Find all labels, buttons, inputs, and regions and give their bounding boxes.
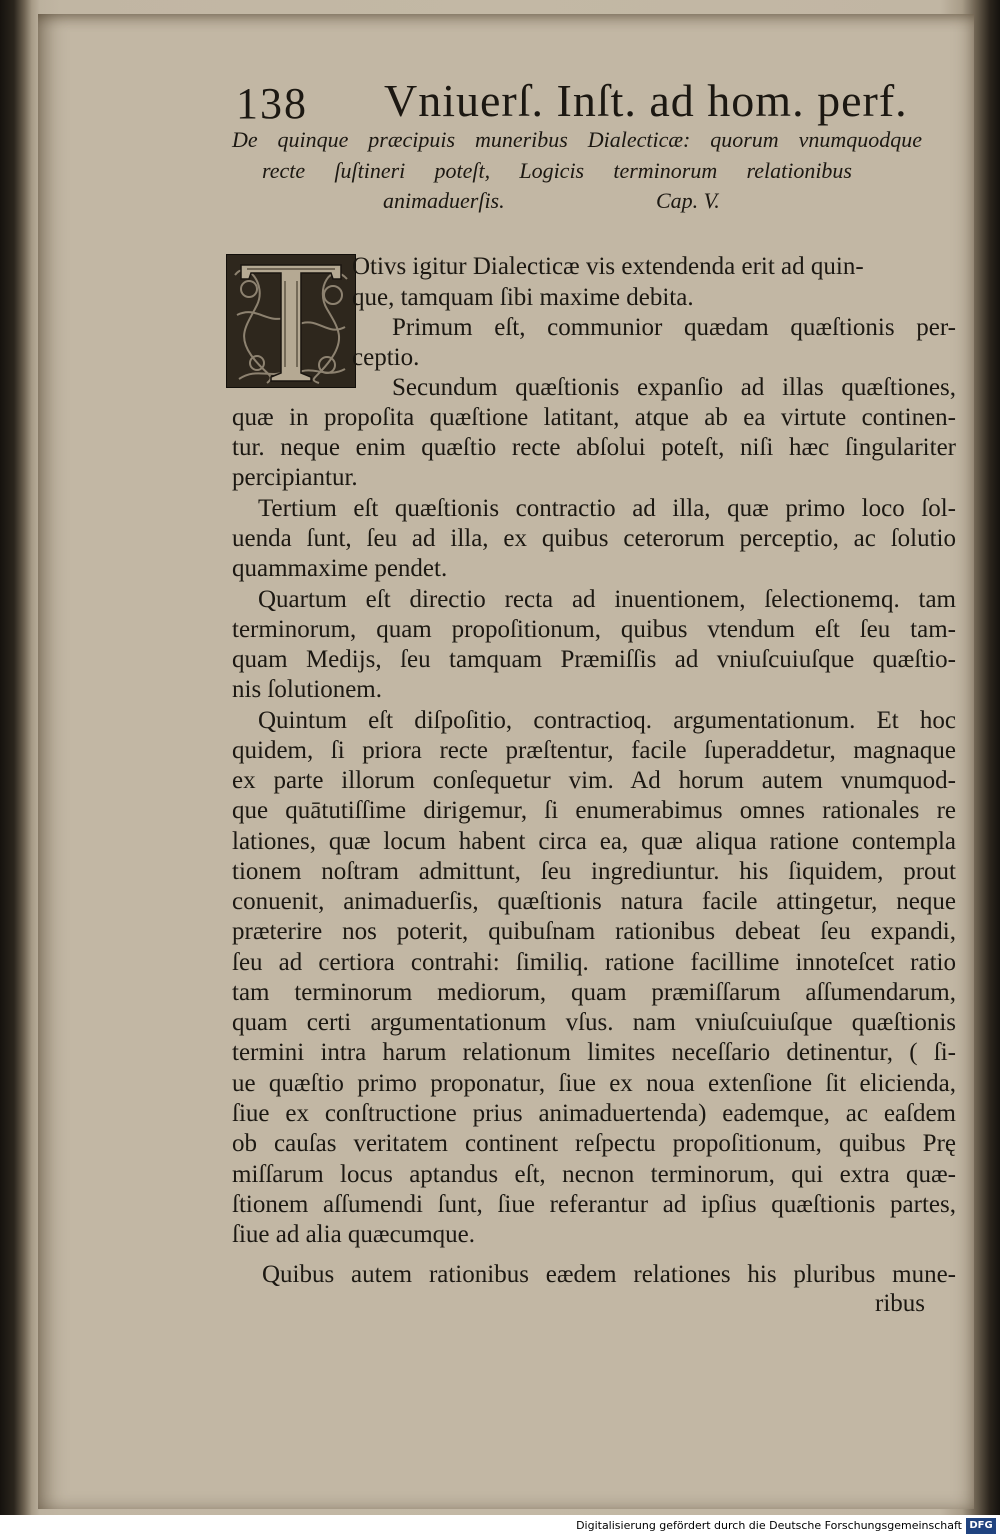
- body-line: Otivs igitur Dialecticæ vis extendenda erit ad quin-: [352, 253, 864, 280]
- decorated-initial-graphic: [227, 255, 355, 387]
- body-line: quidem, ſi priora recte præſtentur, facile ſuperaddetur, magnaque: [232, 737, 956, 764]
- chapter-title-line-1: De quinque præcipuis muneribus Dialecticæ: quorum vnumquodque: [232, 127, 922, 152]
- chapter-title-line-2: recte ſuſtineri poteſt, Logicis terminorum relationibus: [262, 158, 852, 183]
- body-line: ſtionem aſſumendi ſunt, ſiue referantur ad ipſius quæſtionis partes,: [232, 1191, 956, 1218]
- body-line: terminorum, quam propoſitionum, quibus vtendum eſt ſeu tam-: [232, 616, 956, 643]
- body-line: que quātutiſſime dirigemur, ſi enumerabimus omnes rationales re: [232, 797, 956, 824]
- body-line: præterire nos poterit, quibuſnam rationibus debeat ſeu expandi,: [232, 918, 956, 945]
- body-line: lationes, quæ locum habent circa ea, quæ aliqua ratione contempla: [232, 828, 956, 855]
- body-line: tionem noſtram admittunt, ſeu ingrediuntur. his ſiquidem, prout: [232, 858, 956, 885]
- chapter-title-line-3: animaduerſis.: [383, 188, 505, 213]
- catchword: ribus: [875, 1290, 925, 1317]
- digitization-credit: Digitalisierung gefördert durch die Deutsche Forschungsgemeinschaft: [576, 1519, 962, 1532]
- body-line: ſeu ad certiora contrahi: ſimiliq. ratione facillime innoteſcet ratio: [232, 949, 956, 976]
- body-line: Secundum quæſtionis expanſio ad illas quæſtiones,: [392, 374, 956, 401]
- chapter-number: Cap. V.: [656, 188, 720, 213]
- body-line: ſiue ex conſtructione prius animaduertenda) eademque, ac eaſdem: [232, 1100, 956, 1127]
- running-title: Vniuerſ. Inſt. ad hom. perf.: [384, 75, 908, 126]
- body-line: ex parte illorum conſequetur vim. Ad horum autem vnumquod-: [232, 767, 956, 794]
- body-line: ceptio.: [352, 344, 420, 371]
- dfg-logo: DFG: [966, 1518, 996, 1534]
- body-line: ſiue ad alia quæcumque.: [232, 1221, 475, 1248]
- footer-bar: [0, 1515, 1000, 1538]
- body-line: Quartum eſt directio recta ad inuentionem, ſelectionemq. tam: [258, 586, 956, 613]
- body-line: quammaxime pendet.: [232, 555, 448, 582]
- body-line: tam terminorum mediorum, quam præmiſſarum aſſumendarum,: [232, 979, 956, 1006]
- body-line: Tertium eſt quæſtionis contractio ad illa, quæ primo loco ſol-: [258, 495, 956, 522]
- page-number: 138: [236, 79, 308, 128]
- body-line: percipiantur.: [232, 464, 358, 491]
- body-line: quam Medijs, ſeu tamquam Præmiſſis ad vniuſcuiuſque quæſtio-: [232, 646, 956, 673]
- decorated-initial-t: [226, 254, 356, 388]
- body-line: nis ſolutionem.: [232, 676, 382, 703]
- body-line: conuenit, animaduerſis, quæſtionis natura facile attingetur, neque: [232, 888, 956, 915]
- body-line: quæ in propoſita quæſtione latitant, atque ab ea virtute continen-: [232, 404, 956, 431]
- body-line: que, tamquam ſibi maxime debita.: [352, 284, 694, 311]
- body-line: termini intra harum relationum limites neceſſario detinentur, ( ſi-: [232, 1039, 956, 1066]
- body-line: quam certi argumentationum vſus. nam vniuſcuiuſque quæſtionis: [232, 1009, 956, 1036]
- body-line: Quibus autem rationibus eædem relationes his pluribus mune-: [262, 1261, 956, 1288]
- body-line: uenda ſunt, ſeu ad illa, ex quibus ceterorum perceptio, ac ſolutio: [232, 525, 956, 552]
- body-line: miſſarum locus aptandus eſt, necnon terminorum, qui extra quæ-: [232, 1161, 956, 1188]
- body-line: ue quæſtio primo proponatur, ſiue ex noua extenſione ſit elicienda,: [232, 1070, 956, 1097]
- body-line: Primum eſt, communior quædam quæſtionis per-: [392, 314, 956, 341]
- body-line: ob cauſas veritatem continent reſpectu propoſitionum, quibus Prę: [232, 1130, 956, 1157]
- body-line: Quintum eſt diſpoſitio, contractioq. argumentationum. Et hoc: [258, 707, 956, 734]
- body-line: tur. neque enim quæſtio recte abſolui poteſt, niſi hæc ſingulariter: [232, 434, 956, 461]
